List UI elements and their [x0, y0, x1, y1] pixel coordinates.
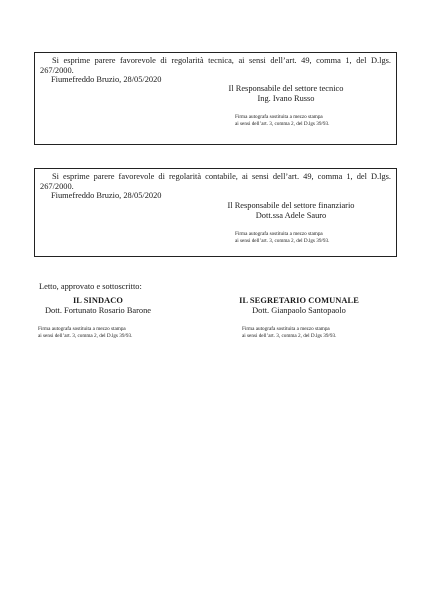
responsabile-tecnico-titolo: Il Responsabile del settore tecnico [228, 84, 344, 93]
parere-contabile-box [34, 168, 397, 257]
responsabile-finanziario [201, 201, 381, 221]
parere-tecnico-text: Si esprime parere favorevole di regolarità tecnica, ai sensi dell’art. 49, comma 1, del D.lgs. 267/2000. [40, 56, 391, 75]
parere-contabile-text: Si esprime parere favorevole di regolarità contabile, ai sensi dell’art. 49, comma 1, del D.lgs. 267/2000. [40, 172, 391, 191]
firma-sindaco-block [38, 296, 158, 316]
responsabile-finanziario-nome: Dott.ssa Adele Sauro [255, 211, 327, 220]
segretario-nome: Dott. Gianpaolo Santopaolo [252, 306, 346, 315]
letto-approvato-text: Letto, approvato e sottoscritto: [39, 282, 142, 291]
firma-segretario-block [236, 296, 362, 316]
parere-tecnico-box [34, 52, 397, 145]
sindaco-nome: Dott. Fortunato Rosario Barone [44, 306, 152, 315]
firma-note-sindaco [38, 326, 132, 340]
responsabile-finanziario-titolo: Il Responsabile del settore finanziario [227, 201, 355, 210]
sindaco-ruolo: IL SINDACO [72, 296, 124, 305]
firma-note-sindaco-riga1: Firma autografa sostituita a mezzo stampa [38, 326, 126, 332]
firma-note-segretario-riga1: Firma autografa sostituita a mezzo stampa [242, 326, 330, 332]
firma-note-segretario-riga2: ai sensi dell’art. 3, comma 2, del D.lgs 39/93. [242, 333, 337, 339]
firma-note-contabile-riga1: Firma autografa sostituita a mezzo stampa [235, 231, 323, 237]
firma-note-contabile [235, 231, 329, 245]
firma-note-tecnica-riga2: ai sensi dell’art. 3, comma 2, del D.lgs 39/93. [235, 121, 330, 127]
firma-note-contabile-riga2: ai sensi dell’art. 3, comma 2, del D.lgs 39/93. [235, 238, 330, 244]
firma-note-segretario [242, 326, 336, 340]
segretario-ruolo: IL SEGRETARIO COMUNALE [239, 296, 359, 305]
luogo-data-tecnica: Fiumefreddo Bruzio, 28/05/2020 [51, 75, 162, 84]
responsabile-tecnico-nome: Ing. Ivano Russo [257, 94, 315, 103]
firma-note-sindaco-riga2: ai sensi dell’art. 3, comma 2, del D.lgs 39/93. [38, 333, 133, 339]
responsabile-tecnico [201, 84, 371, 104]
luogo-data-contabile: Fiumefreddo Bruzio, 28/05/2020 [51, 191, 162, 200]
firma-note-tecnica-riga1: Firma autografa sostituita a mezzo stampa [235, 114, 323, 120]
firma-note-tecnica [235, 114, 329, 128]
